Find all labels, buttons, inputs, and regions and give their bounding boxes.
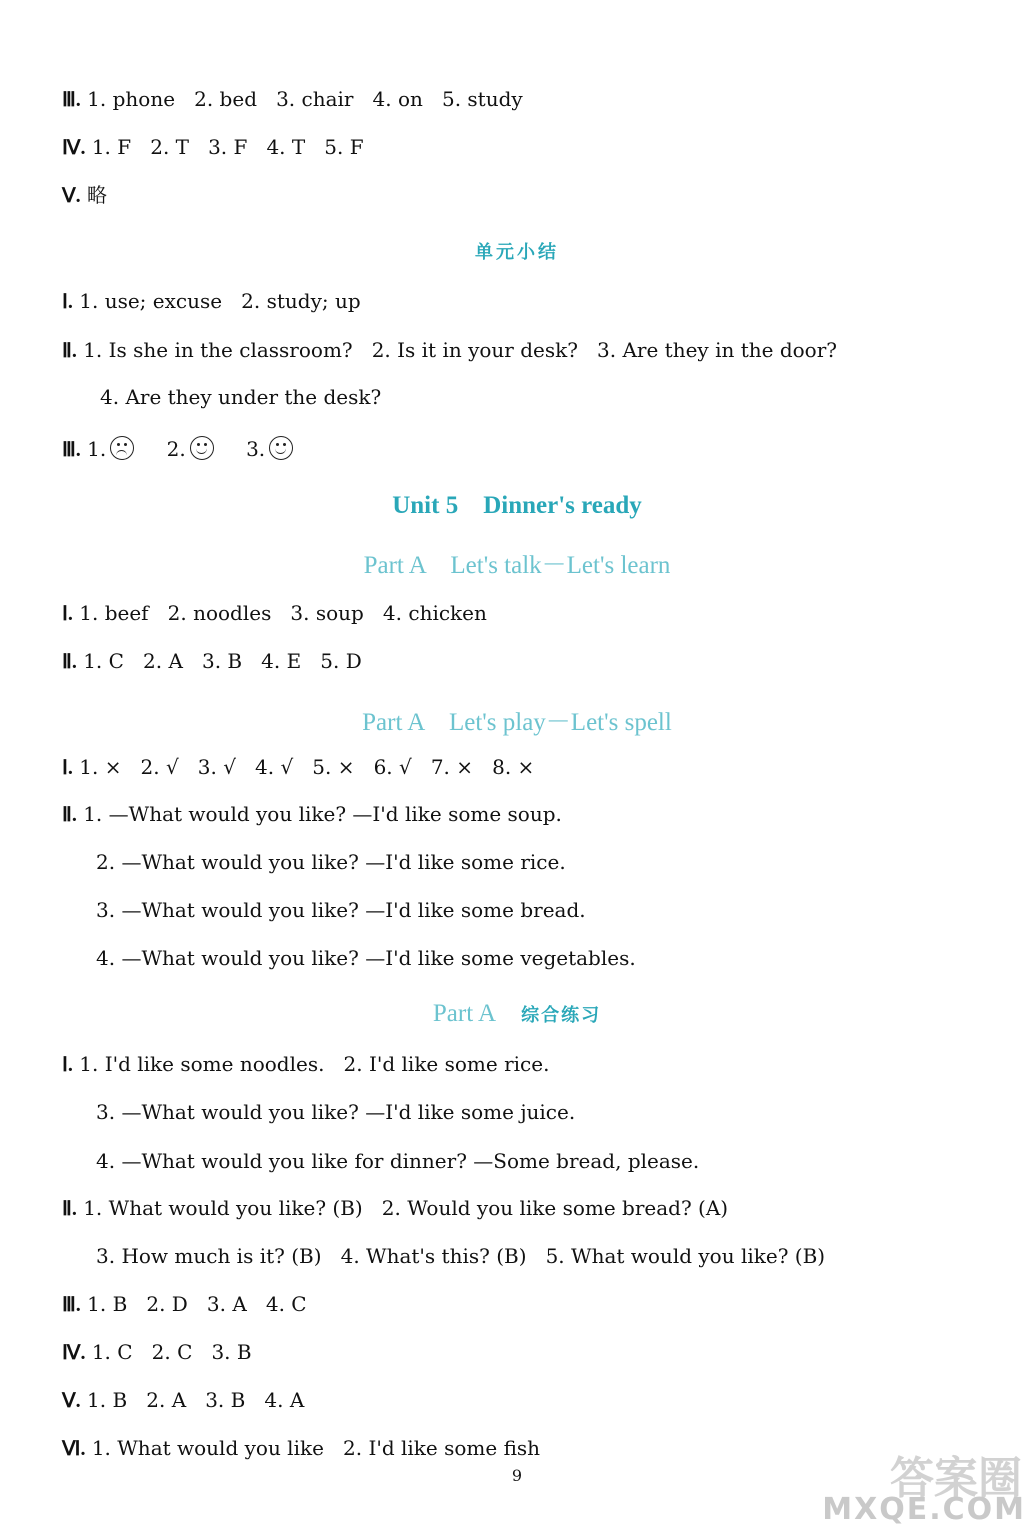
- answer-text: 4. Are they under the desk?: [100, 385, 382, 409]
- answer-text: 1. What would you like 2. I'd like some fish: [91, 1436, 541, 1460]
- answer-line: [62, 600, 487, 627]
- answer-line: [62, 134, 364, 161]
- answer-text: 1. B 2. A 3. B 4. A: [87, 1388, 305, 1412]
- section-number: Ⅲ.: [62, 89, 81, 111]
- section-number: Ⅲ.: [62, 1294, 81, 1316]
- answer-text: 2. —What would you like? —I'd like some rice.: [96, 850, 566, 874]
- section-number: Ⅱ.: [62, 1198, 77, 1220]
- section-number: Ⅰ.: [62, 291, 73, 313]
- answer-line: [62, 1051, 549, 1078]
- answer-text: 1. C 2. A 3. B 4. E 5. D: [83, 649, 362, 673]
- answer-line: [62, 1339, 252, 1366]
- section-number: Ⅴ.: [62, 1390, 81, 1412]
- answer-line: [62, 1195, 728, 1222]
- answer-line: [96, 1148, 699, 1174]
- item-number: 3.: [246, 437, 266, 461]
- answer-text: 1. I'd like some noodles. 2. I'd like some rice.: [79, 1052, 550, 1076]
- section-number: Ⅱ.: [62, 340, 77, 362]
- answer-line: [62, 182, 107, 209]
- part-label: Part A: [432, 1000, 497, 1027]
- answer-text: 1. use; excuse 2. study; up: [79, 289, 361, 313]
- section-number: Ⅰ.: [62, 757, 73, 779]
- answer-text: 4. —What would you like for dinner? —Some bread, please.: [96, 1149, 700, 1173]
- answer-line: [96, 1243, 825, 1269]
- answer-line: [62, 801, 562, 828]
- answer-text: 1. beef 2. noodles 3. soup 4. chicken: [79, 601, 487, 625]
- section-heading: 单元小结: [475, 242, 559, 263]
- section-number: Ⅳ.: [62, 137, 86, 159]
- answer-text: 4. —What would you like? —I'd like some vegetables.: [96, 946, 636, 970]
- answer-line: [62, 436, 297, 463]
- answer-line: [62, 1435, 540, 1462]
- sad-face-icon: [110, 436, 134, 460]
- answer-text: 3. —What would you like? —I'd like some juice.: [96, 1100, 576, 1124]
- answer-text: 3. —What would you like? —I'd like some bread.: [96, 898, 586, 922]
- watermark-url: MXQE.COM: [822, 1492, 1026, 1527]
- unit-title: Unit 5 Dinner's ready: [392, 492, 642, 519]
- answer-text: 1. phone 2. bed 3. chair 4. on 5. study: [87, 87, 523, 111]
- section-number: Ⅱ.: [62, 651, 77, 673]
- smiley-face-icon: [190, 436, 214, 460]
- section-number: Ⅲ.: [62, 439, 81, 461]
- answer-line: [96, 849, 566, 875]
- answer-text: 1. What would you like? (B) 2. Would you like some bread? (A): [83, 1196, 729, 1220]
- watermark-logo: 答案圈: [890, 1453, 1022, 1504]
- part-heading: Part A Let's play－Let's spell: [362, 709, 672, 736]
- section-number: Ⅰ.: [62, 603, 73, 625]
- answer-line: [62, 337, 837, 364]
- answer-line: [96, 897, 586, 923]
- part-heading: Part A Let's talk－Let's learn: [363, 552, 671, 579]
- section-number: Ⅵ.: [62, 1438, 86, 1460]
- answer-line: [62, 648, 362, 675]
- section-number: Ⅰ.: [62, 1054, 73, 1076]
- answer-text: 略: [87, 183, 108, 207]
- answer-text: 3. How much is it? (B) 4. What's this? (B) 5. What would you like? (B): [96, 1244, 826, 1268]
- answer-line: [62, 1387, 304, 1414]
- item-number: 2.: [166, 437, 186, 461]
- answer-line: [96, 945, 636, 971]
- answer-text: 1. × 2. √ 3. √ 4. √ 5. × 6. √ 7. × 8. ×: [79, 755, 535, 779]
- answer-text: 1. B 2. D 3. A 4. C: [87, 1292, 307, 1316]
- answer-text: 1. Is she in the classroom? 2. Is it in your desk? 3. Are they in the door?: [83, 338, 838, 362]
- answer-text: 1. —What would you like? —I'd like some soup.: [83, 802, 562, 826]
- item-number: 1.: [87, 437, 107, 461]
- answer-line: [62, 1291, 307, 1318]
- answer-text: 1. F 2. T 3. F 4. T 5. F: [91, 135, 364, 159]
- answer-line: [96, 1099, 575, 1125]
- part-subtitle: 综合练习: [521, 1005, 602, 1026]
- section-number: Ⅴ.: [62, 185, 81, 207]
- answer-text: 1. C 2. C 3. B: [91, 1340, 252, 1364]
- answer-line: [100, 384, 381, 410]
- answer-line: [62, 288, 361, 315]
- page-number: 9: [511, 1466, 523, 1485]
- answer-line: [62, 754, 534, 781]
- section-number: Ⅳ.: [62, 1342, 86, 1364]
- smiley-face-icon: [269, 436, 293, 460]
- answer-line: [62, 86, 523, 113]
- part-heading: [0, 1000, 1034, 1028]
- section-number: Ⅱ.: [62, 804, 77, 826]
